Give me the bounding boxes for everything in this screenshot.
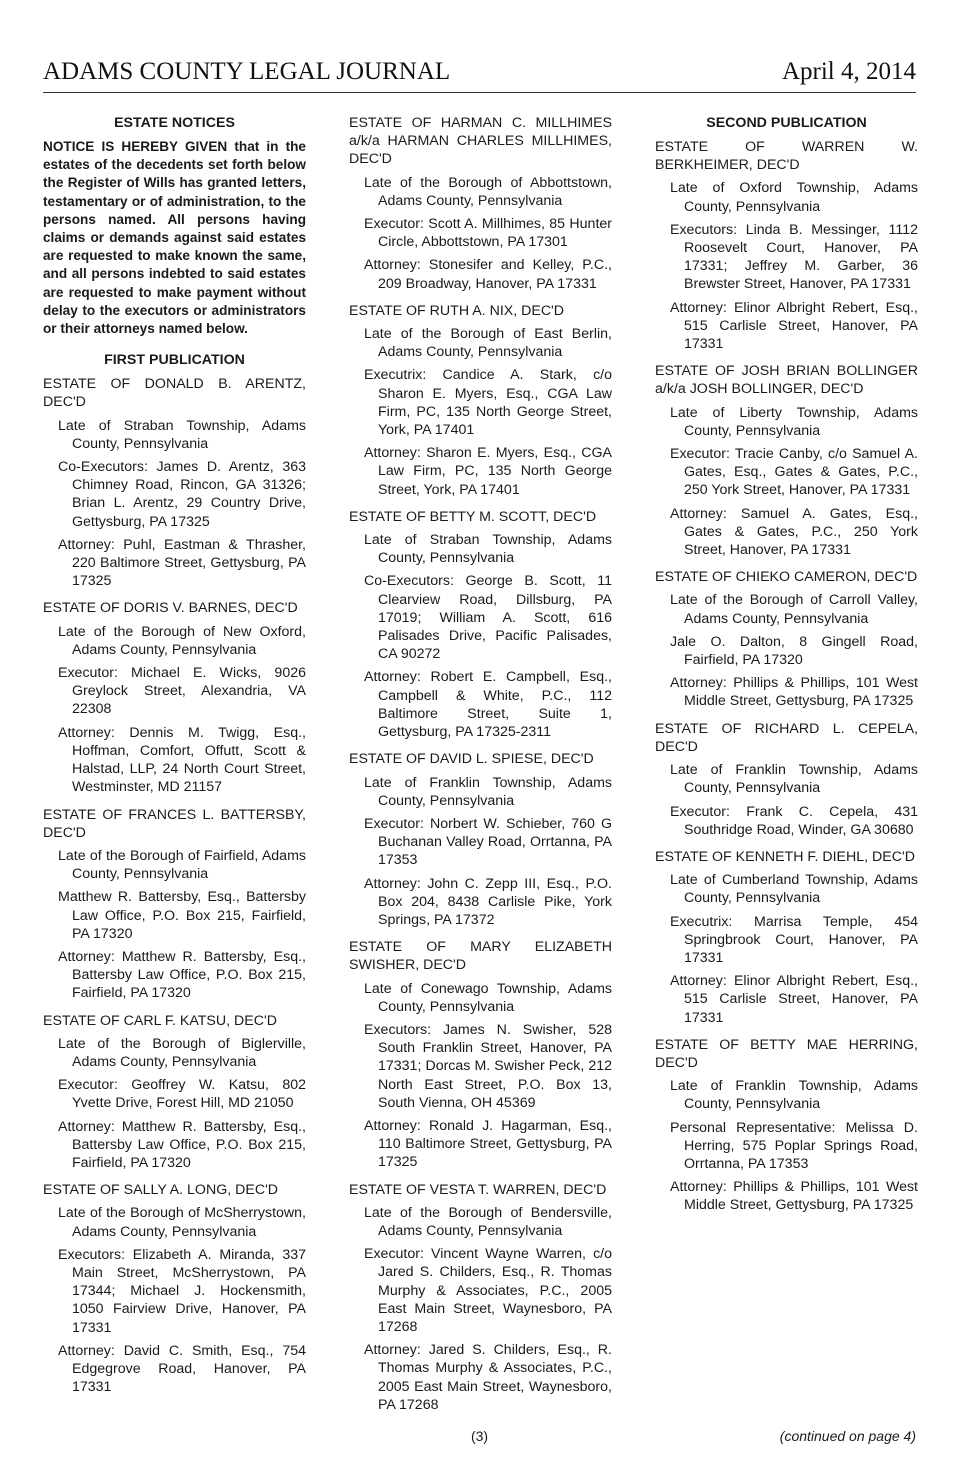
estate-notice: [655, 138, 918, 353]
estate-title: ESTATE OF MARY ELIZABETH SWISHER, DEC'D: [349, 939, 612, 974]
estate-attorney: Attorney: Elinor Albright Rebert, Esq., 515 Carlisle Street, Hanover, PA 17331: [670, 973, 918, 1026]
estate-residence: Late of Straban Township, Adams County, Pennsylvania: [364, 532, 612, 567]
estate-notice: [655, 1036, 918, 1215]
masthead: [43, 54, 916, 93]
estate-notice: [43, 375, 306, 590]
estate-attorney: Attorney: David C. Smith, Esq., 754 Edgegrove Road, Hanover, PA 17331: [58, 1342, 306, 1396]
estate-title: ESTATE OF VESTA T. WARREN, DEC'D: [349, 1181, 607, 1198]
estate-executor: Executors: Elizabeth A. Miranda, 337 Main Street, McSherrystown, PA 17344; Michael J. Hockensmith, 1050 Fairview Drive, Hanover, PA 17331: [58, 1246, 306, 1336]
estate-notice: [655, 848, 918, 1027]
estate-title: ESTATE OF DORIS V. BARNES, DEC'D: [43, 600, 298, 617]
estate-notice: [43, 1012, 306, 1173]
estate-residence: Late of the Borough of Biglerville, Adams County, Pennsylvania: [58, 1035, 306, 1070]
notice-intro-body: that in the estates of the decedents set forth below the Register of Wills has granted letters, testamentary or of administration, to the persons named. All persons having claims or demands against said estates are requested to make known the same, and all persons indebted to said estates are requested to make payment without delay to the executors or administrators or their attorneys named below.: [43, 139, 306, 337]
estate-attorney: Attorney: Ronald J. Hagarman, Esq., 110 Baltimore Street, Gettysburg, PA 17325: [364, 1117, 612, 1171]
continued-note: (continued on page 4): [779, 1428, 916, 1444]
estate-notice: [43, 1181, 306, 1396]
page-footer: [43, 1428, 916, 1448]
estate-residence: Late of Liberty Township, Adams County, Pennsylvania: [670, 404, 918, 439]
estate-residence: Late of the Borough of East Berlin, Adams County, Pennsylvania: [364, 326, 612, 361]
estate-attorney: Attorney: Matthew R. Battersby, Esq., Battersby Law Office, P.O. Box 215, Fairfield, PA 17320: [58, 948, 306, 1002]
estate-executor: Executors: James N. Swisher, 528 South Franklin Street, Hanover, PA 17331; Dorcas M. Swisher Peck, 212 North East Street, P.O. Box 13, South Vienna, OH 45369: [364, 1021, 612, 1111]
issue-date: April 4, 2014: [781, 58, 916, 85]
estate-attorney: Attorney: Matthew R. Battersby, Esq., Battersby Law Office, P.O. Box 215, Fairfield, PA 17320: [58, 1118, 306, 1171]
estate-residence: Late of the Borough of Bendersville, Adams County, Pennsylvania: [364, 1204, 612, 1239]
estate-title: ESTATE OF CARL F. KATSU, DEC'D: [43, 1012, 277, 1029]
estate-residence: Late of the Borough of Carroll Valley, Adams County, Pennsylvania: [670, 592, 918, 627]
estate-title: ESTATE OF HARMAN C. MILLHIMES a/k/a HARMAN CHARLES MILLHIMES, DEC'D: [349, 115, 612, 168]
estate-notice: [349, 750, 612, 929]
estate-residence: Late of the Borough of McSherrystown, Adams County, Pennsylvania: [58, 1205, 306, 1240]
estate-title: ESTATE OF BETTY MAE HERRING, DEC'D: [655, 1036, 918, 1071]
estate-executor: Executor: Scott A. Millhimes, 85 Hunter Circle, Abbottstown, PA 17301: [364, 216, 612, 251]
estate-title: ESTATE OF BETTY M. SCOTT, DEC'D: [349, 508, 597, 525]
estate-title: ESTATE OF DAVID L. SPIESE, DEC'D: [349, 751, 594, 768]
estate-title: ESTATE OF DONALD B. ARENTZ, DEC'D: [43, 376, 306, 411]
estate-attorney: Attorney: John C. Zepp III, Esq., P.O. Box 204, 8438 Carlisle Pike, York Springs, PA 17372: [364, 875, 612, 928]
estate-executor: Executrix: Marrisa Temple, 454 Springbrook Court, Hanover, PA 17331: [670, 913, 918, 966]
estate-residence: Late of the Borough of Fairfield, Adams County, Pennsylvania: [58, 847, 306, 883]
estate-notice: [43, 806, 306, 1003]
estate-title: ESTATE OF JOSH BRIAN BOLLINGER a/k/a JOSH BOLLINGER, DEC'D: [655, 363, 918, 398]
section-heading: ESTATE NOTICES: [114, 115, 235, 131]
notice-intro-lead: NOTICE IS HEREBY GIVEN: [43, 139, 228, 154]
estate-notice: [349, 302, 612, 499]
estate-executor: Personal Representative: Melissa D. Herring, 575 Poplar Springs Road, Orrtanna, PA 17353: [670, 1119, 918, 1172]
estate-title: ESTATE OF RUTH A. NIX, DEC'D: [349, 302, 565, 319]
estate-title: ESTATE OF CHIEKO CAMERON, DEC'D: [655, 569, 918, 586]
estate-notice: [349, 114, 612, 293]
estate-notice: [655, 568, 918, 710]
estate-executor: Jale O. Dalton, 8 Gingell Road, Fairfield, PA 17320: [670, 633, 918, 669]
estate-attorney: Attorney: Samuel A. Gates, Esq., Gates & Gates, P.C., 250 York Street, Hanover, PA 17331: [670, 505, 918, 559]
estate-attorney: Attorney: Sharon E. Myers, Esq., CGA Law Firm, PC, 135 North George Street, York, PA 17401: [364, 445, 612, 498]
estate-attorney: Attorney: Puhl, Eastman & Thrasher, 220 Baltimore Street, Gettysburg, PA 17325: [58, 536, 306, 590]
estate-residence: Late of Conewago Township, Adams County, Pennsylvania: [364, 980, 612, 1015]
estate-attorney: Attorney: Phillips & Phillips, 101 West Middle Street, Gettysburg, PA 17325: [670, 675, 918, 710]
estate-residence: Late of the Borough of New Oxford, Adams County, Pennsylvania: [58, 623, 306, 658]
page-number: (3): [470, 1428, 489, 1444]
estate-executor: Executor: Michael E. Wicks, 9026 Greylock Street, Alexandria, VA 22308: [58, 665, 306, 718]
estate-executor: Executor: Geoffrey W. Katsu, 802 Yvette Drive, Forest Hill, MD 21050: [58, 1077, 306, 1112]
estate-notice: [655, 362, 918, 559]
estate-notice: [349, 938, 612, 1171]
estate-title: ESTATE OF FRANCES L. BATTERSBY, DEC'D: [43, 806, 306, 841]
estate-attorney: Attorney: Robert E. Campbell, Esq., Campbell & White, P.C., 112 Baltimore Street, Suite 1, Gettysburg, PA 17325-2311: [364, 669, 612, 741]
estate-notice: [349, 508, 612, 741]
estate-residence: Late of the Borough of Abbottstown, Adams County, Pennsylvania: [364, 174, 612, 209]
estate-title: ESTATE OF SALLY A. LONG, DEC'D: [43, 1182, 279, 1199]
column-1: [43, 114, 306, 1405]
estate-title: ESTATE OF KENNETH F. DIEHL, DEC'D: [655, 848, 915, 865]
estate-notice: [43, 599, 306, 796]
estate-attorney: Attorney: Phillips & Phillips, 101 West Middle Street, Gettysburg, PA 17325: [670, 1179, 918, 1214]
estate-residence: Late of Oxford Township, Adams County, Pennsylvania: [670, 180, 918, 215]
publication-heading: SECOND PUBLICATION: [706, 115, 867, 131]
estate-residence: Late of Franklin Township, Adams County, Pennsylvania: [670, 1078, 918, 1113]
estate-residence: Late of Cumberland Township, Adams County, Pennsylvania: [670, 872, 918, 907]
estate-executor: Co-Executors: James D. Arentz, 363 Chimney Road, Rincon, GA 31326; Brian L. Arentz, 29 Country Drive, Gettysburg, PA 17325: [58, 459, 306, 530]
estate-executor: Executors: Linda B. Messinger, 1112 Roosevelt Court, Hanover, PA 17331; Jeffrey M. Garber, 36 Brewster Street, Hanover, PA 17331: [670, 221, 918, 293]
estate-attorney: Attorney: Elinor Albright Rebert, Esq., 515 Carlisle Street, Hanover, PA 17331: [670, 299, 918, 353]
journal-title: ADAMS COUNTY LEGAL JOURNAL: [43, 58, 451, 85]
estate-notice: [349, 1181, 612, 1414]
estate-executor: Executor: Norbert W. Schieber, 760 G Buchanan Valley Road, Orrtanna, PA 17353: [364, 815, 612, 869]
estate-notice: [655, 720, 918, 839]
estate-residence: Late of Franklin Township, Adams County, Pennsylvania: [670, 762, 918, 797]
estate-attorney: Attorney: Dennis M. Twigg, Esq., Hoffman, Comfort, Offutt, Scott & Halstad, LLP, 24 North Court Street, Westminster, MD 21157: [58, 724, 306, 796]
estate-executor: Executor: Vincent Wayne Warren, c/o Jared S. Childers, Esq., R. Thomas Murphy & Associates, P.C., 2005 East Main Street, Waynesboro, PA 17268: [364, 1246, 612, 1335]
notice-intro: [43, 138, 306, 338]
estate-attorney: Attorney: Jared S. Childers, Esq., R. Thomas Murphy & Associates, P.C., 2005 East Main Street, Waynesboro, PA 17268: [364, 1342, 612, 1413]
estate-executor: Co-Executors: George B. Scott, 11 Clearview Road, Dillsburg, PA 17019; William A. Scott, 616 Palisades Drive, Pacific Palisades, CA 90272: [364, 573, 612, 663]
estate-title: ESTATE OF WARREN W. BERKHEIMER, DEC'D: [655, 139, 918, 174]
estate-residence: Late of Straban Township, Adams County, Pennsylvania: [58, 417, 306, 452]
column-2: [349, 114, 612, 1423]
estate-attorney: Attorney: Stonesifer and Kelley, P.C., 209 Broadway, Hanover, PA 17331: [364, 257, 612, 292]
estate-title: ESTATE OF RICHARD L. CEPELA, DEC'D: [655, 720, 918, 755]
estate-executor: Matthew R. Battersby, Esq., Battersby Law Office, P.O. Box 215, Fairfield, PA 17320: [58, 889, 306, 942]
publication-heading: FIRST PUBLICATION: [104, 352, 245, 369]
estate-residence: Late of Franklin Township, Adams County, Pennsylvania: [364, 774, 612, 809]
estate-executor: Executor: Frank C. Cepela, 431 Southridge Road, Winder, GA 30680: [670, 803, 918, 838]
column-3: [655, 114, 918, 1224]
estate-executor: Executrix: Candice A. Stark, c/o Sharon E. Myers, Esq., CGA Law Firm, PC, 135 North George Street, York, PA 17401: [364, 367, 612, 439]
estate-executor: Executor: Tracie Canby, c/o Samuel A. Gates, Esq., Gates & Gates, P.C., 250 York Street, Hanover, PA 17331: [670, 446, 918, 499]
